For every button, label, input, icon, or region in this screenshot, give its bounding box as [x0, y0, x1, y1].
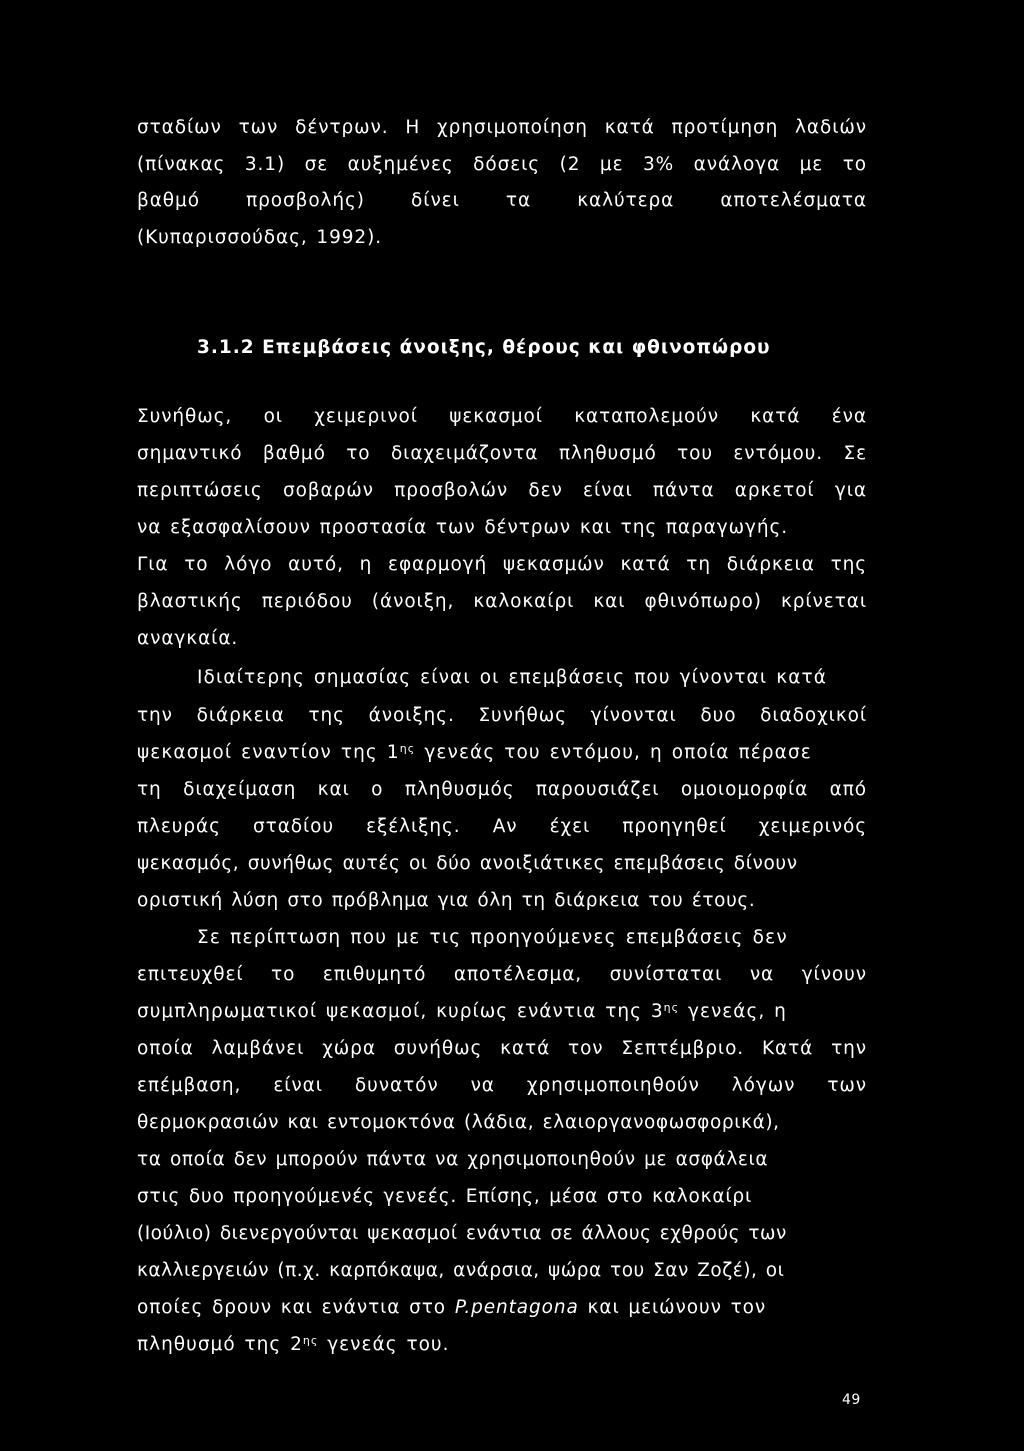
text-line: βαθμό προσβολής) δίνει τα καλύτερα αποτελέσματα — [137, 190, 867, 211]
text-line: Συνήθως, οι χειμερινοί ψεκασμοί καταπολεμούν κατά ένα — [137, 406, 867, 427]
text-segment: γενεάς του. — [318, 1334, 450, 1355]
text-segment: οποίες δρουν και ενάντια στο — [137, 1297, 455, 1318]
text-line: οποία λαμβάνει χώρα συνήθως κατά τον Σεπτέμβριο. Κατά την — [137, 1038, 867, 1059]
superscript: ης — [302, 1334, 319, 1347]
text-line: (Ιούλιο) διενεργούνται ψεκασμοί ενάντια σε άλλους εχθρούς των — [137, 1223, 787, 1244]
text-segment: πληθυσμό της 2 — [137, 1334, 303, 1355]
text-line: (πίνακας 3.1) σε αυξημένες δόσεις (2 με 3% ανάλογα με το — [137, 154, 867, 175]
text-line: τη διαχείμαση και ο πληθυσμός παρουσιάζει ομοιομορφία από — [137, 779, 867, 800]
text-line: καλλιεργειών (π.χ. καρπόκαψα, ανάρσια, ψώρα του Σαν Ζοζέ), οι — [137, 1260, 785, 1281]
text-line: επέμβαση, είναι δυνατόν να χρησιμοποιηθούν λόγων των — [137, 1075, 867, 1096]
text-line — [137, 1000, 867, 1024]
text-line: στις δυο προηγούμενές γενεές. Επίσης, μέσα στο καλοκαίρι — [137, 1186, 753, 1207]
section-heading: 3.1.2 Επεμβάσεις άνοιξης, θέρους και φθινοπώρου — [197, 337, 771, 358]
page-number: 49 — [842, 1392, 861, 1408]
text-line: Σε περίπτωση που με τις προηγούμενες επεμβάσεις δεν — [197, 927, 788, 948]
text-segment: συμπληρωματικοί ψεκασμοί, κυρίως ενάντια της 3 — [137, 1001, 664, 1022]
text-line: την διάρκεια της άνοιξης. Συνήθως γίνονται δυο διαδοχικοί — [137, 705, 867, 726]
text-segment: γενεάς του εντόμου, η οποία πέρασε — [415, 742, 812, 763]
text-line: περιπτώσεις σοβαρών προσβολών δεν είναι πάντα αρκετοί για — [137, 480, 867, 501]
text-line: σταδίων των δέντρων. Η χρησιμοποίηση κατά προτίμηση λαδιών — [137, 117, 867, 138]
superscript: ης — [399, 742, 416, 755]
text-line — [137, 1296, 867, 1320]
text-line: θερμοκρασιών και εντομοκτόνα (λάδια, ελαιοργανοφωσφορικά), — [137, 1112, 780, 1133]
text-line: να εξασφαλίσουν προστασία των δέντρων και της παραγωγής. — [137, 517, 788, 538]
text-line — [137, 741, 867, 765]
text-line: αναγκαία. — [137, 628, 239, 649]
text-segment: και μειώνουν τον — [578, 1297, 767, 1318]
text-line — [137, 1333, 867, 1357]
text-line: βλαστικής περιόδου (άνοιξη, καλοκαίρι και φθινόπωρο) κρίνεται — [137, 591, 867, 612]
text-line: σημαντικό βαθμό το διαχειμάζοντα πληθυσμό του εντόμου. Σε — [137, 443, 867, 464]
text-line: (Κυπαρισσούδας, 1992). — [137, 227, 382, 248]
text-line: Ιδιαίτερης σημασίας είναι οι επεμβάσεις που γίνονται κατά — [197, 667, 828, 688]
text-line: ψεκασμός, συνήθως αυτές οι δύο ανοιξιάτικες επεμβάσεις δίνουν — [137, 853, 798, 874]
text-line: Για το λόγο αυτό, η εφαρμογή ψεκασμών κατά τη διάρκεια της — [137, 554, 867, 575]
text-segment: γενεάς, η — [679, 1001, 787, 1022]
superscript: ης — [663, 1001, 680, 1014]
text-line: επιτευχθεί το επιθυμητό αποτέλεσμα, συνίσταται να γίνουν — [137, 964, 867, 985]
text-line: τα οποία δεν μπορούν πάντα να χρησιμοποιηθούν με ασφάλεια — [137, 1149, 769, 1170]
text-line: πλευράς σταδίου εξέλιξης. Αν έχει προηγηθεί χειμερινός — [137, 816, 867, 837]
text-segment: ψεκασμοί εναντίον της 1 — [137, 742, 400, 763]
text-line: οριστική λύση στο πρόβλημα για όλη τη διάρκεια του έτους. — [137, 890, 756, 911]
species-name: P.pentagona — [454, 1297, 579, 1318]
